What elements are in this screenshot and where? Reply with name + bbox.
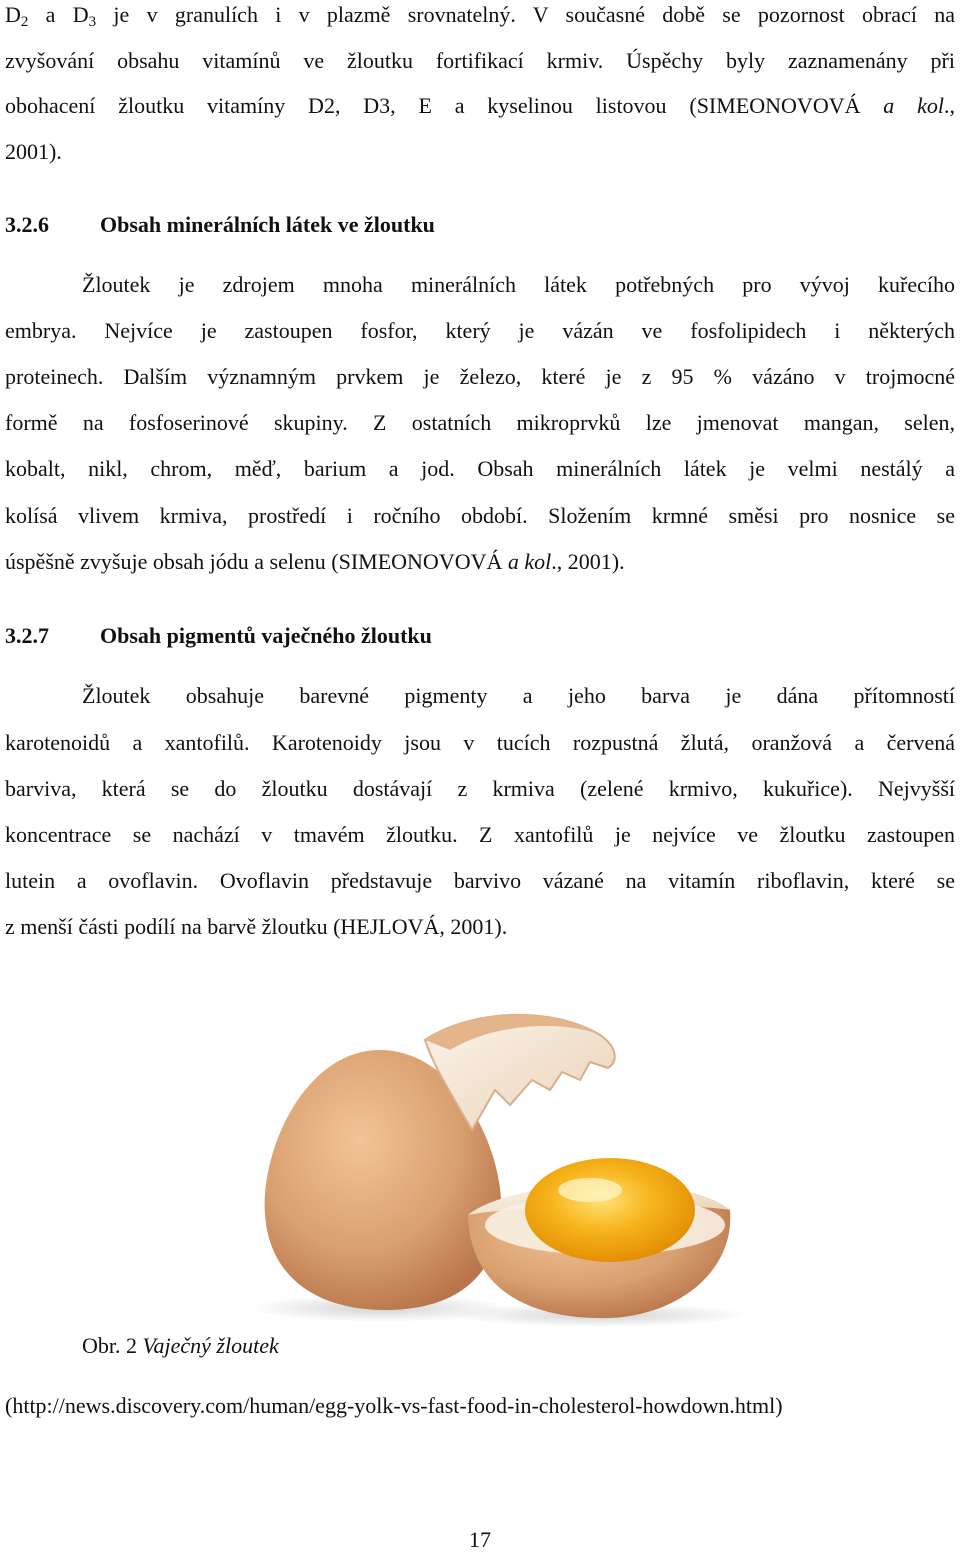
paragraph-line: karotenoidů a xantofilů. Karotenoidy jsou v tucích rozpustná žlutá, oranžová a červená [5, 730, 955, 755]
paragraph-line: lutein a ovoflavin. Ovoflavin představuje barvivo vázané na vitamín riboflavin, které se [5, 868, 955, 893]
paragraph-line: Žloutek je zdrojem mnoha minerálních látek potřebných pro vývoj kuřecího [82, 272, 955, 297]
figure-source: (http://news.discovery.com/human/egg-yolk-vs-fast-food-in-cholesterol-howdown.html) [5, 1393, 783, 1418]
paragraph-line: z menší části podílí na barvě žloutku (HEJLOVÁ, 2001). [5, 914, 508, 939]
paragraph-line: barviva, která se do žloutku dostávají z krmiva (zelené krmivo, kukuřice). Nejvyšší [5, 776, 955, 801]
yolk [525, 1158, 695, 1262]
paragraph-line: 2001). [5, 139, 62, 164]
paragraph-line: embrya. Nejvíce je zastoupen fosfor, který je vázán ve fosfolipidech i některých [5, 318, 955, 343]
paragraph-line: formě na fosfoserinové skupiny. Z ostatních mikroprvků lze jmenovat mangan, selen, [5, 410, 955, 435]
paragraph-line: proteinech. Dalším významným prvkem je železo, které je z 95 % vázáno v trojmocné [5, 364, 955, 389]
section-title: Obsah pigmentů vaječného žloutku [100, 623, 432, 648]
page-number: 17 [469, 1527, 491, 1552]
paragraph-line: obohacení žloutku vitamíny D2, D3, E a kyselinou listovou (SIMEONOVOVÁ a kol., [5, 93, 955, 118]
paragraph-line: kolísá vlivem krmiva, prostředí i ročního období. Složením krmné směsi pro nosnice se [5, 503, 955, 528]
paragraph-line: zvyšování obsahu vitamínů ve žloutku fortifikací krmiv. Úspěchy byly zaznamenány při [5, 48, 955, 73]
section-number: 3.2.7 [5, 623, 49, 648]
paragraph-line: úspěšně zvyšuje obsah jódu a selenu (SIMEONOVOVÁ a kol., 2001). [5, 549, 625, 574]
paragraph-line: Žloutek obsahuje barevné pigmenty a jeho barva je dána přítomností [82, 683, 955, 708]
section-title: Obsah minerálních látek ve žloutku [100, 212, 435, 237]
paragraph-line: koncentrace se nachází v tmavém žloutku. Z xantofilů je nejvíce ve žloutku zastoupen [5, 822, 955, 847]
figure-caption: Obr. 2 Vaječný žloutek [82, 1333, 279, 1358]
section-number: 3.2.6 [5, 212, 49, 237]
egg-yolk-figure [210, 1010, 750, 1330]
section-heading [5, 212, 435, 238]
paragraph-line: kobalt, nikl, chrom, měď, barium a jod. Obsah minerálních látek je velmi nestálý a [5, 456, 955, 481]
section-heading [5, 623, 432, 649]
paragraph-line: $D_2$ a $D_3$ je v granulích i v plazmě srovnatelný. V současné době se pozornost obrací na [5, 2, 955, 30]
yolk-highlight [558, 1178, 622, 1202]
